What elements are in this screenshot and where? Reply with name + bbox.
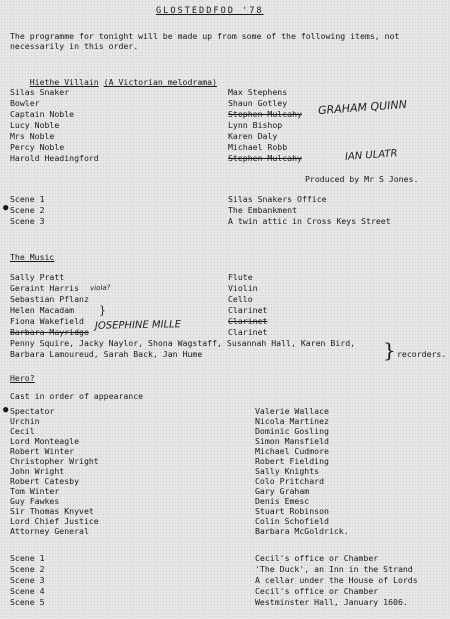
scene-label: Scene 1 bbox=[10, 553, 45, 563]
music-row bbox=[10, 316, 440, 326]
scene-row bbox=[10, 553, 440, 563]
instrument: Flute bbox=[228, 272, 253, 282]
scene-label: Scene 1 bbox=[10, 194, 45, 204]
player-name: Geraint Harris bbox=[10, 283, 80, 293]
scene-place: Cecil's office or Chamber bbox=[255, 586, 379, 596]
villain-title: Hiethe Villain bbox=[29, 77, 99, 87]
producer-credit: Produced by Mr S Jones. bbox=[305, 174, 419, 184]
music-heading: The Music bbox=[10, 252, 55, 262]
player-name: Sebastian Pflanz bbox=[10, 294, 89, 304]
scene-label: Scene 2 bbox=[10, 205, 45, 215]
bullet-mark: ● bbox=[3, 405, 9, 415]
cast-row bbox=[10, 436, 440, 446]
scene-place: Westminster Hall, January 1606. bbox=[255, 597, 408, 607]
cast-row bbox=[10, 416, 440, 426]
music-row bbox=[10, 305, 440, 315]
actor-struck: Stephen Mulcahy bbox=[228, 109, 302, 119]
player-name: Fiona Wakefield bbox=[10, 316, 84, 326]
actor-struck: Stephen Mulcahy bbox=[228, 153, 302, 163]
role: Silas Snaker bbox=[10, 87, 70, 97]
role: Guy Fawkes bbox=[10, 496, 60, 506]
actor: Simon Mansfield bbox=[255, 436, 329, 446]
cast-row bbox=[10, 496, 440, 506]
role: Percy Noble bbox=[10, 142, 65, 152]
intro-line-2: necessarily in this order. bbox=[10, 41, 139, 51]
player-name-struck: Barbara Mayridge bbox=[10, 327, 89, 337]
intro-line-1: The programme for tonight will be made up from some of the following items, not bbox=[10, 31, 400, 41]
music-row bbox=[10, 272, 440, 282]
cast-row bbox=[10, 426, 440, 436]
role: John Wright bbox=[10, 466, 65, 476]
actor: Max Stephens bbox=[228, 87, 288, 97]
instrument: Clarinet bbox=[228, 316, 268, 326]
role: Lord Monteagle bbox=[10, 436, 80, 446]
role: Harold Headingford bbox=[10, 153, 99, 163]
role: Bowler bbox=[10, 98, 40, 108]
role: Christopher Wright bbox=[10, 456, 99, 466]
handwritten-note: viola? bbox=[89, 283, 111, 293]
role: Captain Noble bbox=[10, 109, 75, 119]
hero-heading: Hero? bbox=[10, 373, 35, 383]
scene-row bbox=[10, 205, 440, 215]
page-title: GLOSTEDDFOD '78 bbox=[156, 6, 264, 16]
handwritten-note: GRAHAM QUINN bbox=[317, 97, 408, 118]
actor: Robert Fielding bbox=[255, 456, 329, 466]
scene-place: The Embankment bbox=[228, 205, 298, 215]
scene-place: Silas Snakers Office bbox=[228, 194, 327, 204]
instrument: Clarinet bbox=[228, 305, 268, 315]
cast-row bbox=[10, 506, 440, 516]
scene-place: Cecil's office or Chamber bbox=[255, 553, 379, 563]
cast-row bbox=[10, 456, 440, 466]
cast-row bbox=[10, 406, 440, 416]
role: Cecil bbox=[10, 426, 35, 436]
cast-row bbox=[10, 526, 440, 536]
cast-row bbox=[10, 466, 440, 476]
handwritten-note: JOSEPHINE MILLE bbox=[94, 319, 182, 332]
scene-row bbox=[10, 194, 440, 204]
actor: Colin Schofield bbox=[255, 516, 329, 526]
cast-row bbox=[10, 476, 440, 486]
actor: Stuart Robinson bbox=[255, 506, 329, 516]
recorder-line-1: Penny Squire, Jacky Naylor, Shona Wagstaff, Susannah Hall, Karen Bird, bbox=[10, 338, 356, 348]
role: Spectator bbox=[10, 406, 55, 416]
instrument: Clarinet bbox=[228, 327, 268, 337]
scene-label: Scene 3 bbox=[10, 216, 45, 226]
player-name: Helen Macadam bbox=[10, 305, 75, 315]
bracket-mark: } bbox=[383, 338, 396, 362]
scene-row bbox=[10, 597, 440, 607]
cast-row bbox=[10, 446, 440, 456]
recorder-line-2: Barbara Lamoureud, Sarah Back, Jan Hume bbox=[10, 349, 203, 359]
player-name: Sally Pratt bbox=[10, 272, 65, 282]
actor: Michael Robb bbox=[228, 142, 288, 152]
cast-row bbox=[10, 131, 440, 141]
scene-label: Scene 3 bbox=[10, 575, 45, 585]
scene-label: Scene 5 bbox=[10, 597, 45, 607]
cast-row bbox=[10, 486, 440, 496]
actor: Colo Pritchard bbox=[255, 476, 325, 486]
role: Robert Catesby bbox=[10, 476, 80, 486]
cast-row bbox=[10, 120, 440, 130]
music-row bbox=[10, 327, 440, 337]
scene-place: 'The Duck', an Inn in the Strand bbox=[255, 564, 413, 574]
actor: Michael Cudmore bbox=[255, 446, 329, 456]
instrument: Cello bbox=[228, 294, 253, 304]
actor: Shaun Gotley bbox=[228, 98, 288, 108]
recorders-label: recorders. bbox=[397, 349, 447, 359]
cast-row bbox=[10, 516, 440, 526]
actor: Barbara McGoldrick. bbox=[255, 526, 349, 536]
scene-place: A twin attic in Cross Keys Street bbox=[228, 216, 391, 226]
scene-row bbox=[10, 575, 440, 585]
role: Lucy Noble bbox=[10, 120, 60, 130]
scene-label: Scene 4 bbox=[10, 586, 45, 596]
scene-row bbox=[10, 564, 440, 574]
actor: Denis Emesc bbox=[255, 496, 310, 506]
scene-row bbox=[10, 216, 440, 226]
instrument: Violin bbox=[228, 283, 258, 293]
music-row bbox=[10, 283, 440, 293]
role: Attorney General bbox=[10, 526, 89, 536]
actor: Lynn Bishop bbox=[228, 120, 283, 130]
role: Lord Chief Justice bbox=[10, 516, 99, 526]
actor: Gary Graham bbox=[255, 486, 310, 496]
scene-place: A cellar under the House of Lords bbox=[255, 575, 418, 585]
role: Mrs Noble bbox=[10, 131, 55, 141]
actor: Valerie Wallace bbox=[255, 406, 329, 416]
scene-row bbox=[10, 586, 440, 596]
villain-subtitle: (A Victorian melodrama) bbox=[103, 77, 218, 87]
bullet-mark: ● bbox=[3, 203, 9, 213]
actor: Nicola Martinez bbox=[255, 416, 329, 426]
role: Sir Thomas Knyvet bbox=[10, 506, 94, 516]
actor: Karen Daly bbox=[228, 131, 278, 141]
bracket-mark: } bbox=[99, 304, 106, 317]
actor: Sally Knights bbox=[255, 466, 320, 476]
hero-intro: Cast in order of appearance bbox=[10, 391, 144, 401]
cast-row bbox=[10, 87, 440, 97]
role: Robert Winter bbox=[10, 446, 75, 456]
music-row bbox=[10, 294, 440, 304]
role: Tom Winter bbox=[10, 486, 60, 496]
actor: Dominic Gosling bbox=[255, 426, 329, 436]
handwritten-note: IAN ULATR bbox=[344, 148, 398, 163]
role: Urchin bbox=[10, 416, 40, 426]
scene-label: Scene 2 bbox=[10, 564, 45, 574]
